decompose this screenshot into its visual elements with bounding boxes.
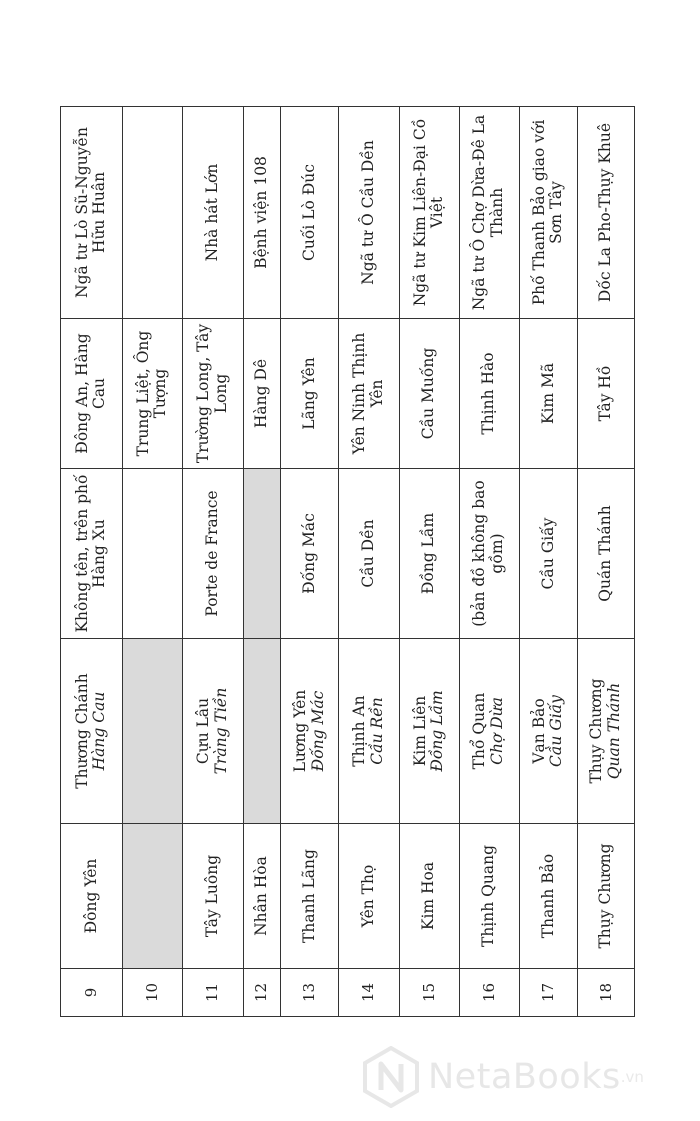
commune-cell: Thanh Lãng bbox=[281, 824, 339, 969]
village-cell bbox=[459, 639, 519, 824]
commune-cell: Nhân Hòa bbox=[243, 824, 281, 969]
village-cell bbox=[339, 639, 400, 824]
row-number: 17 bbox=[519, 969, 578, 1017]
gate-cell: Quán Thánh bbox=[578, 469, 635, 639]
table-row bbox=[519, 107, 578, 1017]
village-name: Kim Liên bbox=[410, 695, 429, 767]
current-name-cell: Yên Ninh Thịnh Yên bbox=[339, 319, 400, 469]
village-alt-name: Đống Mác bbox=[308, 690, 327, 772]
village-cell bbox=[399, 639, 459, 824]
village-alt-name: Quan Thánh bbox=[605, 682, 624, 780]
current-name-cell: Tây Hồ bbox=[578, 319, 635, 469]
location-cell: Ngã tư Ô Chợ Dừa-Đê La Thành bbox=[459, 107, 519, 319]
gate-cell: Không tên, trên phố Hàng Xu bbox=[61, 469, 123, 639]
gates-table bbox=[60, 106, 635, 1017]
watermark bbox=[362, 1046, 692, 1108]
village-name: Thương Chánh bbox=[72, 673, 91, 789]
village-name: Cựu Lâu bbox=[193, 697, 212, 765]
location-cell: Ngã tư Kim Liên-Đại Cồ Việt bbox=[399, 107, 459, 319]
table-row bbox=[399, 107, 459, 1017]
village-cell bbox=[122, 639, 182, 824]
current-name-cell: Hàng Dê bbox=[243, 319, 281, 469]
village-name: Thịnh An bbox=[350, 695, 369, 767]
commune-cell bbox=[122, 824, 182, 969]
table-row bbox=[61, 107, 123, 1017]
row-number: 15 bbox=[399, 969, 459, 1017]
table-row bbox=[281, 107, 339, 1017]
village-alt-name: Cầu Giấy bbox=[547, 695, 566, 767]
row-number: 12 bbox=[243, 969, 281, 1017]
village-alt-name: Cầu Rền bbox=[367, 697, 386, 765]
commune-cell: Thụy Chương bbox=[578, 824, 635, 969]
commune-cell: Kim Hoa bbox=[399, 824, 459, 969]
village-cell bbox=[281, 639, 339, 824]
village-alt-name: Đồng Lầm bbox=[428, 690, 447, 772]
commune-cell: Yên Thọ bbox=[339, 824, 400, 969]
village-alt-name: Chợ Dừa bbox=[488, 697, 507, 765]
village-cell bbox=[61, 639, 123, 824]
current-name-cell: Thịnh Hào bbox=[459, 319, 519, 469]
current-name-cell: Trung Liệt, Ông Tượng bbox=[122, 319, 182, 469]
village-name: Thụy Chương bbox=[587, 678, 606, 784]
watermark-text: NetaBooks bbox=[428, 1057, 621, 1097]
village-alt-name: Hàng Cau bbox=[90, 691, 109, 771]
village-name: Lương Yên bbox=[290, 689, 309, 773]
current-name-cell: Đông An, Hàng Cau bbox=[61, 319, 123, 469]
table-row bbox=[339, 107, 400, 1017]
village-name: Thổ Quan bbox=[470, 692, 489, 770]
village-alt-name: Tràng Tiền bbox=[211, 687, 230, 775]
row-number: 9 bbox=[61, 969, 123, 1017]
commune-cell: Thịnh Quang bbox=[459, 824, 519, 969]
location-cell: Nhà hát Lớn bbox=[182, 107, 243, 319]
gate-cell bbox=[122, 469, 182, 639]
rotated-table-wrapper bbox=[60, 107, 635, 1017]
commune-cell: Thanh Bảo bbox=[519, 824, 578, 969]
commune-cell: Tây Luông bbox=[182, 824, 243, 969]
current-name-cell: Kim Mã bbox=[519, 319, 578, 469]
netabooks-logo-icon bbox=[362, 1046, 420, 1108]
location-cell: Cuối Lò Đúc bbox=[281, 107, 339, 319]
table-row bbox=[243, 107, 281, 1017]
gate-cell: Cầu Dền bbox=[339, 469, 400, 639]
location-cell: Ngã tư Lò Sũ-Nguyễn Hữu Huân bbox=[61, 107, 123, 319]
row-number: 10 bbox=[122, 969, 182, 1017]
village-cell bbox=[519, 639, 578, 824]
table-row bbox=[578, 107, 635, 1017]
table-row bbox=[182, 107, 243, 1017]
row-number: 13 bbox=[281, 969, 339, 1017]
village-name: Vạn Bảo bbox=[529, 698, 548, 764]
table-row bbox=[459, 107, 519, 1017]
row-number: 16 bbox=[459, 969, 519, 1017]
location-cell: Ngã tư Ô Cầu Dền bbox=[339, 107, 400, 319]
gate-cell: Đống Mác bbox=[281, 469, 339, 639]
gate-cell: Cầu Giấy bbox=[519, 469, 578, 639]
row-number: 11 bbox=[182, 969, 243, 1017]
gate-cell: Porte de France bbox=[182, 469, 243, 639]
table-row bbox=[122, 107, 182, 1017]
gate-cell: Đồng Lầm bbox=[399, 469, 459, 639]
village-cell bbox=[182, 639, 243, 824]
gate-cell: (bản đồ không bao gồm) bbox=[459, 469, 519, 639]
location-cell: Phố Thanh Bảo giao với Sơn Tây bbox=[519, 107, 578, 319]
row-number: 14 bbox=[339, 969, 400, 1017]
current-name-cell: Trường Long, Tây Long bbox=[182, 319, 243, 469]
gate-cell bbox=[243, 469, 281, 639]
location-cell: Dốc La Pho-Thụy Khuê bbox=[578, 107, 635, 319]
commune-cell: Đông Yên bbox=[61, 824, 123, 969]
village-cell bbox=[578, 639, 635, 824]
row-number: 18 bbox=[578, 969, 635, 1017]
village-cell bbox=[243, 639, 281, 824]
location-cell bbox=[122, 107, 182, 319]
location-cell: Bệnh viện 108 bbox=[243, 107, 281, 319]
watermark-suffix: .vn bbox=[620, 1068, 644, 1086]
current-name-cell: Lãng Yên bbox=[281, 319, 339, 469]
current-name-cell: Cầu Muống bbox=[399, 319, 459, 469]
